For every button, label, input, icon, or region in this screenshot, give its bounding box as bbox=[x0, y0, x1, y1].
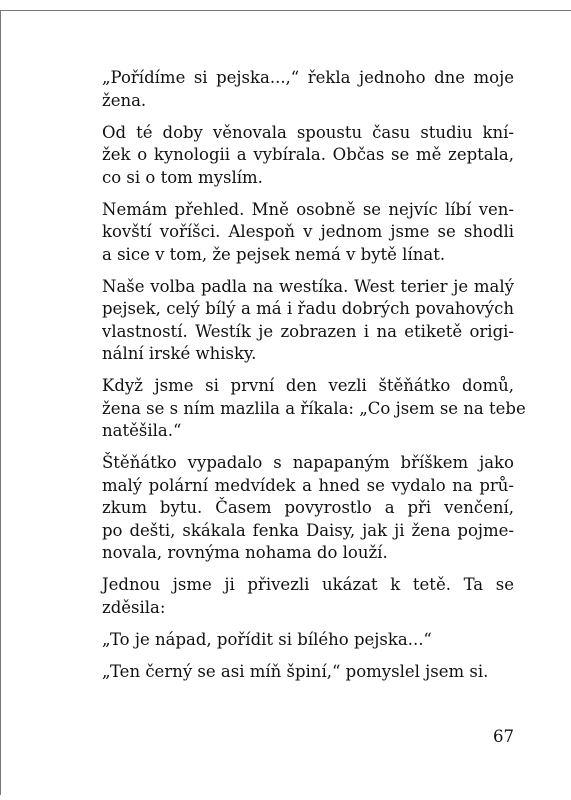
text-line: Když jsme si první den vezli štěňátko domů, bbox=[102, 376, 514, 395]
text-line: zkum bytu. Časem povyrostlo a při venčení, bbox=[102, 498, 514, 517]
paragraph bbox=[102, 661, 514, 684]
text-line: a sice v tom, že pejsek nemá v bytě línat. bbox=[102, 244, 446, 264]
text-line: po dešti, skákala fenka Daisy, jak ji žena pojme- bbox=[102, 520, 514, 540]
paragraph bbox=[102, 122, 514, 190]
text-line: Od té doby věnovala spoustu času studiu kní- bbox=[102, 122, 514, 142]
text-line: „To je nápad, pořídit si bílého pejska...“ bbox=[102, 629, 432, 649]
text-line: vlastností. Westík je zobrazen i na etiketě origi- bbox=[102, 321, 514, 341]
text-line: „Pořídíme si pejska...,“ řekla jednoho dne moje bbox=[102, 68, 514, 87]
text-line: natěšila.“ bbox=[102, 421, 182, 440]
paragraph bbox=[102, 452, 514, 565]
paragraph bbox=[102, 67, 514, 112]
text-line: zděsila: bbox=[102, 597, 166, 617]
text-line: žek o kynologii a vybírala. Občas se mě zeptala, bbox=[102, 145, 514, 164]
page-number: 67 bbox=[493, 727, 514, 746]
text-line: kovští voříšci. Alespoň v jednom jsme se shodli bbox=[102, 222, 514, 241]
text-line: Štěňátko vypadalo s napapaným bříškem jako bbox=[102, 453, 514, 472]
text-line: co si o tom myslím. bbox=[102, 167, 263, 187]
paragraph bbox=[102, 629, 514, 652]
page-border-top bbox=[0, 10, 571, 11]
text-line: žena se s ním mazlila a říkala: „Co jsem se na tebe bbox=[102, 398, 526, 418]
page-border-left bbox=[0, 10, 1, 795]
text-line: „Ten černý se asi míň špiní,“ pomyslel jsem si. bbox=[102, 661, 489, 681]
text-line: žena. bbox=[102, 90, 147, 110]
text-line: nální irské whisky. bbox=[102, 344, 257, 363]
body-text bbox=[102, 67, 526, 693]
text-line: Nemám přehled. Mně osobně se nejvíc líbí ven- bbox=[102, 199, 514, 219]
paragraph bbox=[102, 574, 514, 619]
text-line: Naše volba padla na westíka. West terier je malý bbox=[102, 276, 514, 296]
paragraph bbox=[102, 276, 514, 366]
paragraph bbox=[102, 375, 526, 443]
paragraph bbox=[102, 199, 514, 267]
text-line: malý polární medvídek a hned se vydalo na prů- bbox=[102, 475, 514, 495]
text-line: novala, rovnýma nohama do louží. bbox=[102, 543, 388, 562]
text-line: pejsek, celý bílý a má i řadu dobrých povahových bbox=[102, 299, 514, 318]
text-line: Jednou jsme ji přivezli ukázat k tetě. Ta se bbox=[102, 575, 514, 594]
